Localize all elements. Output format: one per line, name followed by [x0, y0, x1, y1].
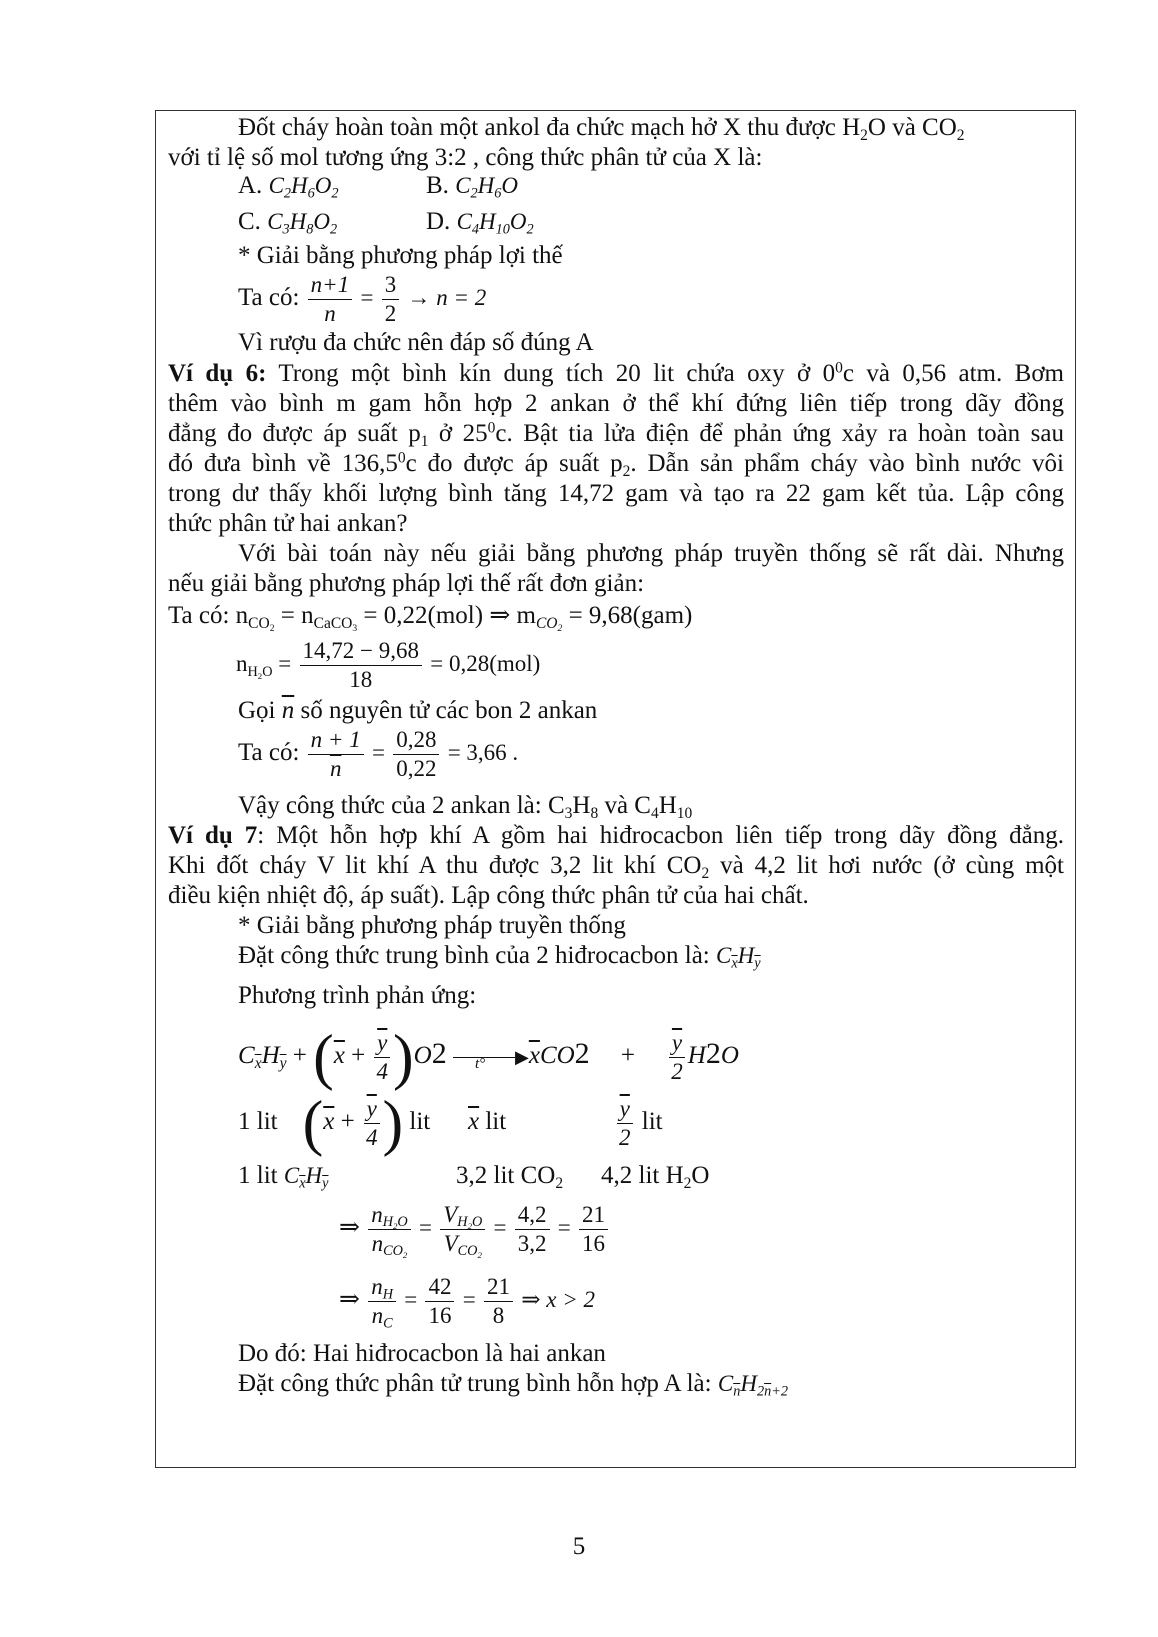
- ex7-stoich-row: 1 lit ($\overline{x}$ + $\frac{\overline{y}}{4}$ ) lit: [238, 1089, 431, 1158]
- ex7-line1: Ví dụ 7: Một hỗn hợp khí A gồm hai hiđrocacbon liên tiếp trong dãy đồng đẳng.: [168, 822, 1064, 849]
- ex7-co2-volume: 3,2 lit $CO_2$: [456, 1162, 564, 1192]
- ex7-dat: Đặt công thức phân tử trung bình hỗn hợp A là: $C_{\overline{n}}H_{2\overline{n}+2}$: [238, 1370, 788, 1400]
- ex6-para2: nếu giải bằng phương pháp lợi thế rất đơn giản:: [168, 570, 645, 597]
- page-number: 5: [572, 1533, 586, 1560]
- ex6-para1: Với bài toán này nếu giải bằng phương pháp truyền thống sẽ rất dài. Nhưng: [238, 540, 1064, 567]
- q5-option-c: C. $C_3H_8O_2$: [238, 208, 338, 238]
- ex6-line2: thêm vào bình m gam hỗn hợp 2 ankan ở thể khí đứng liên tiếp trong dãy đồng: [168, 390, 1064, 417]
- ex6-goi: Gọi $\overline{n}$ số nguyên tử các bon 2 ankan: [238, 697, 598, 724]
- ex7-avg-formula: Đặt công thức trung bình của 2 hiđrocacbon là: $C_{\overline{x}}H_{\overline{y}}$: [238, 942, 761, 972]
- ex6-eq-h2o: $n_{H_2O}$ = $\frac{14,72 - 9,68}{18}$ = 0,28(mol): [236, 637, 541, 692]
- ex7-stoich-x: $\overline{x}$ lit: [468, 1108, 507, 1135]
- ex7-line3: điều kiện nhiệt độ, áp suất). Lập công thức phân tử của hai chất.: [168, 882, 809, 909]
- q5-conclusion: Vì rượu đa chức nên đáp số đúng A: [238, 329, 594, 356]
- q5-method: * Giải bằng phương pháp lợi thế: [238, 242, 563, 269]
- ex7-h2o-volume: 4,2 lit $H_2O$: [601, 1162, 710, 1192]
- ex7-ptpu: Phương trình phản ứng:: [238, 982, 477, 1009]
- ex7-stoich-y: $\frac{\overline{y}}{2}$ lit: [614, 1091, 663, 1153]
- ex6-line4: đó đưa bình về 136,5$^0$c đo được áp suất $p_2$. Dẫn sản phẩm cháy vào bình nước vôi: [168, 449, 1064, 480]
- ex7-ratio1: ⇒ $n_{H_2O}$ $n_{CO_2}$ = $V_{H_2O}$ $V_{CO_2}$ = $\frac{4,2}{3,2}$ = $\frac{21}{16}$: [339, 1197, 610, 1259]
- q5-option-b: B. $C_2H_6O$: [426, 172, 519, 202]
- q5-option-a: A. $C_2H_6O_2$: [238, 172, 339, 202]
- ex6-line3: đẳng đo được áp suất $p_1$ ở $25^0c$. Bật tia lửa điện để phản ứng xảy ra hoàn toàn sau: [168, 419, 1064, 450]
- q5-equation: Ta có: $\frac{n+1}{n}$ = $\frac{3}{2}$ → n = 2: [238, 271, 487, 326]
- ex6-line6: thức phân tử hai ankan?: [168, 510, 408, 537]
- ex7-method: * Giải bằng phương pháp truyền thống: [238, 912, 626, 939]
- ex6-ratio: Ta có: $\frac{n + 1}{n}$ = $\frac{0,28}{0,22}$ = 3,66 .: [238, 726, 519, 781]
- ex6-line5: trong dư thấy khối lượng bình tăng 14,72 gam và tạo ra 22 gam kết tủa. Lập công: [168, 480, 1064, 507]
- ex6-answer: Vậy công thức của 2 ankan là: $C_3H_8$ và $C_4H_{10}$: [238, 792, 693, 822]
- q5-stem-line2: với tỉ lệ số mol tương ứng 3:2 , công thức phân tử của X là:: [168, 144, 763, 171]
- content-box: [155, 110, 1076, 1468]
- ex7-ratio2: ⇒ $\frac{n_H}{n_C}$ = $\frac{42}{16}$ = $\frac{21}{8}$ ⇒ x > 2: [339, 1273, 595, 1332]
- ex7-reaction: $C_{\overline{x}}H_{\overline{y}} + (\overline{x}$ + $\frac{\overline{y}}{4}$ )O2 t° $▶\overline{x}CO2$ + $\frac{\overline{y}}{2}$ H2O: [238, 1023, 739, 1092]
- ex6-eq-co2: Ta có: $n_{CO_2} = n_{CaCO_3} = 0,22(mol)$ ⇒ $m_{CO_2} = 9,68(gam)$: [168, 602, 693, 635]
- q5-stem-line1: Đốt cháy hoàn toàn một ankol đa chức mạch hở X thu được $H_2O$ và $CO_2$: [238, 114, 965, 144]
- ex7-line2: Khi đốt cháy V lit khí A thu được 3,2 lit khí $CO_2$ và 4,2 lit hơi nước (ở cùng một: [168, 852, 1065, 882]
- q5-option-d: D. $C_4H_{10}O_2$: [426, 208, 534, 238]
- ex7-volumes-row: 1 lit $C_{\overline{x}}H_{\overline{y}}$: [238, 1162, 329, 1192]
- ex6-line1: Ví dụ 6: Trong một bình kín dung tích 20 lit chứa oxy ở $0^0c$ và 0,56 atm. Bơm: [168, 359, 1064, 387]
- ex7-do-do: Do đó: Hai hiđrocacbon là hai ankan: [238, 1340, 606, 1367]
